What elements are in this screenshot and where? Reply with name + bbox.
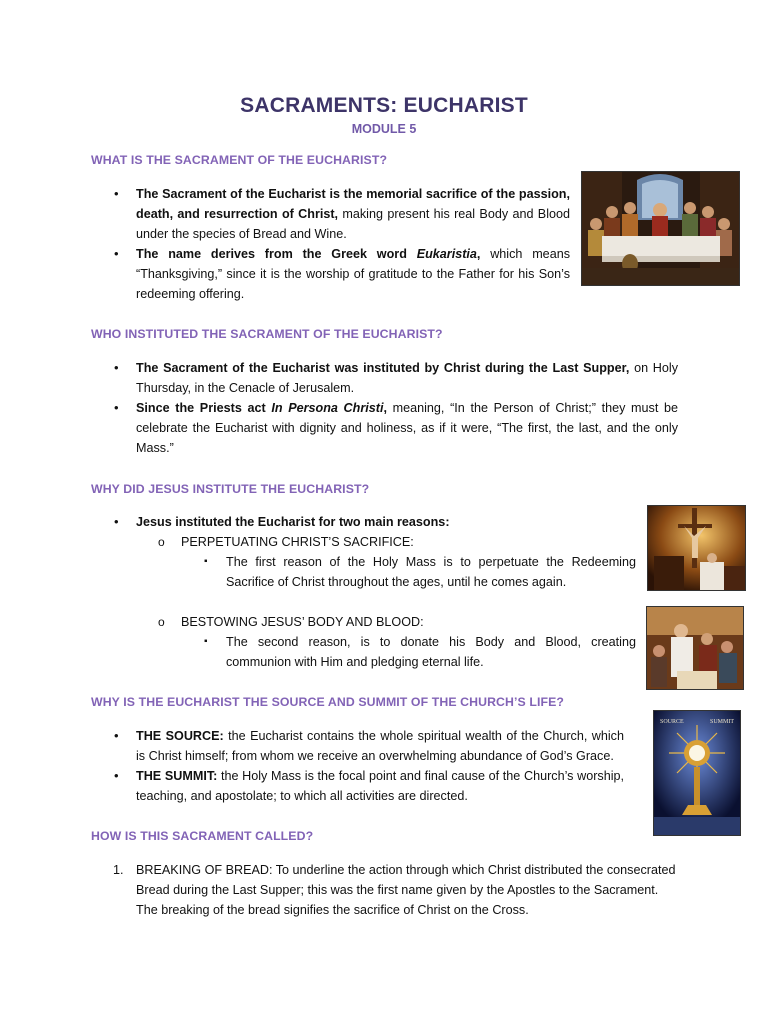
section-heading-why: WHY DID JESUS INSTITUTE THE EUCHARIST?	[91, 482, 370, 496]
paragraph-bestowing: The second reason, is to donate his Body and Blood, creating communion with Him and pledging eternal life.	[226, 635, 636, 669]
bullet-marker: •	[114, 360, 119, 375]
bullet-marker: •	[114, 246, 119, 261]
summit-label: SUMMIT	[710, 719, 735, 725]
bullet-marker: •	[114, 400, 119, 415]
paragraph-what-2: The name derives from the Greek word Eukaristia, which means “Thanksgiving,” since it is the worship of gratitude to the Father for his Son’s redeeming offering.	[136, 247, 570, 301]
bullet-marker: •	[114, 186, 119, 201]
paragraph-what-1: The Sacrament of the Eucharist is the memorial sacrifice of the passion, death, and resurrection of Christ, making present his real Body and Blood under the species of Bread and Wine.	[136, 187, 571, 241]
communion-image	[646, 606, 744, 690]
bullet-marker: •	[114, 514, 119, 529]
paragraph-summit: THE SUMMIT: the Holy Mass is the focal point and final cause of the Church’s worship, teaching, and apostolate; to which all activities are directed.	[136, 769, 624, 803]
subheading-bestowing: BESTOWING JESUS’ BODY AND BLOOD:	[181, 615, 424, 629]
monstrance-image	[653, 710, 741, 836]
paragraph-breaking-bread: BREAKING OF BREAD: To underline the action through which Christ distributed the consecrated Bread during the Last Supper; this was the first name given by the Apostles to the Sacrament. The breaking of the bread signifies the sacrifice of Christ on the Cross.	[136, 863, 676, 917]
square-marker: ▪	[204, 636, 208, 647]
bullet-marker: •	[114, 728, 119, 743]
paragraph-source: THE SOURCE: the Eucharist contains the whole spiritual wealth of the Church, which is Christ himself; from whom we receive an overwhelming abundance of God’s Grace.	[136, 729, 624, 763]
crucifixion-mass-image	[647, 505, 746, 591]
circle-marker: o	[158, 535, 165, 549]
section-heading-who: WHO INSTITUTED THE SACRAMENT OF THE EUCHARIST?	[91, 327, 443, 341]
section-heading-source-summit: WHY IS THE EUCHARIST THE SOURCE AND SUMMIT OF THE CHURCH’S LIFE?	[91, 695, 565, 709]
square-marker: ▪	[204, 556, 208, 567]
bullet-marker: •	[114, 768, 119, 783]
section-heading-what: WHAT IS THE SACRAMENT OF THE EUCHARIST?	[91, 153, 388, 167]
source-label: SOURCE	[660, 719, 684, 725]
last-supper-image	[581, 171, 740, 286]
page-subtitle: MODULE 5	[351, 122, 417, 136]
paragraph-who-1: The Sacrament of the Eucharist was instituted by Christ during the Last Supper, on Holy Thursday, in the Cenacle of Jerusalem.	[136, 361, 678, 395]
paragraph-perpetuating: The first reason of the Holy Mass is to perpetuate the Redeeming Sacrifice of Christ throughout the ages, until he comes again.	[226, 555, 636, 589]
subheading-perpetuating: PERPETUATING CHRIST’S SACRIFICE:	[181, 535, 414, 549]
circle-marker: o	[158, 615, 165, 629]
paragraph-who-2: Since the Priests act In Persona Christi, meaning, “In the Person of Christ;” they must be celebrate the Eucharist with dignity and holiness, as if it were, “The first, the last, and the only Mass.”	[136, 401, 678, 455]
list-number: 1.	[113, 863, 124, 877]
section-heading-how-called: HOW IS THIS SACRAMENT CALLED?	[91, 829, 314, 843]
paragraph-why-intro: Jesus instituted the Eucharist for two main reasons:	[136, 515, 450, 529]
page-title: SACRAMENTS: EUCHARIST	[240, 94, 528, 117]
